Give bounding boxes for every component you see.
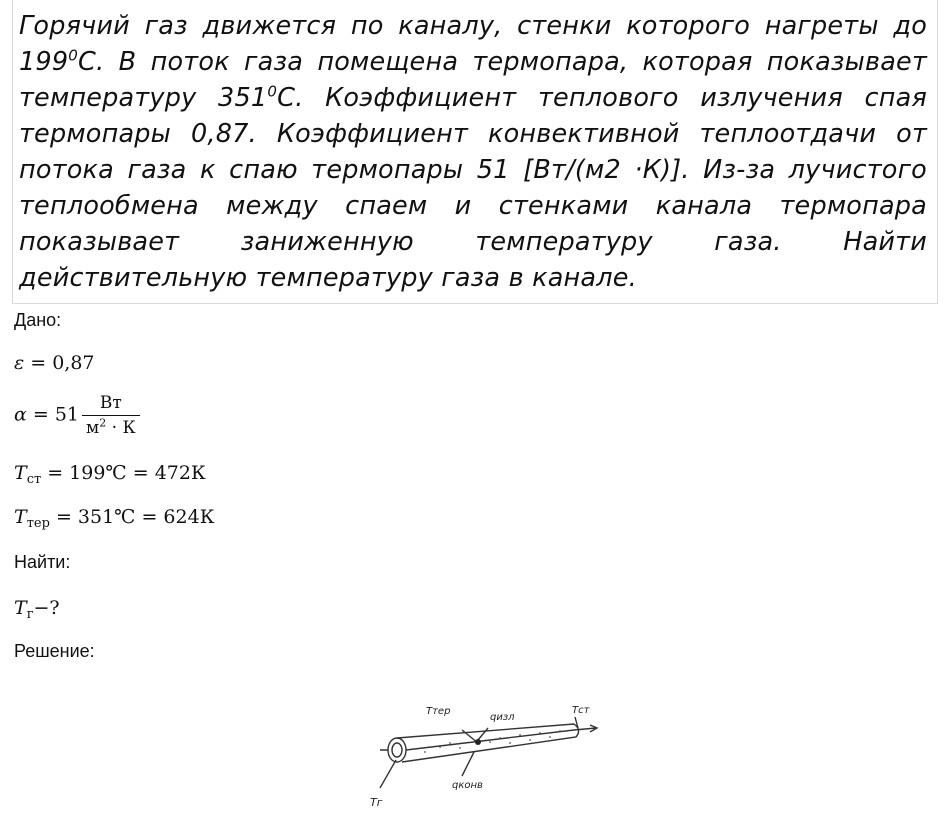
label-t-st: Tст [572,705,590,716]
t-wall-subscript: ст [26,472,42,487]
problem-text-part3: С. Коэффициент теплового излучения спая термопары 0,87. Коэффициент конвективной теплоотдачи от потока газа к спаю термопары 51 [Вт/(м2 ·К)]. Из-за лучистого теплообмена между спаем и стенками канала термопара показывает заниженную температуру газа. Найти действительную температуру газа в канале. [19,83,927,293]
denominator-rest: · К [106,418,136,438]
degree-superscript-2: 0 [267,82,278,101]
gas-temp-pointer [380,760,396,788]
channel-inlet-ellipse [388,738,406,762]
label-q-konv: qконв [452,780,483,791]
problem-text-part2: С. В поток газа помещена термопара, которая показывает температуру 351 [19,47,927,113]
denominator-exponent: 2 [99,416,107,430]
find-heading: Найти: [14,552,71,572]
alpha-value: = 51 [26,403,80,426]
denominator-base: м [86,418,100,438]
channel-inner-ellipse [392,743,402,757]
solution-heading: Решение: [14,641,95,661]
problem-text-part1: Горячий газ движется по каналу, стенки которого нагреты до 199 [19,11,927,77]
degree-superscript-1: 0 [68,46,79,65]
find-gas-temperature [14,597,60,622]
t-gas-subscript: г [26,607,34,622]
label-t-ter: Tтер [426,706,451,717]
problem-statement-text [19,8,927,296]
find-question: −? [33,597,60,619]
convection-arrow [462,752,474,776]
t-symbol: T [14,462,27,484]
alpha-symbol: α [14,403,27,426]
thermocouple-junction [475,739,481,745]
given-heading: Дано: [14,310,62,330]
alpha-units-numerator: Вт [82,393,140,416]
epsilon-symbol: ε [14,352,25,374]
t-therm-value: = 351℃ = 624К [49,506,215,528]
alpha-units-denominator [82,416,140,438]
t-symbol: T [14,506,27,528]
label-t-g: Tг [370,796,383,809]
radiation-arrow [478,728,488,740]
channel-outline [397,724,579,762]
t-therm-subscript: тер [26,516,50,531]
channel-sketch [350,680,650,818]
given-heat-transfer-coefficient [14,393,140,438]
alpha-units-fraction [82,393,140,438]
t-symbol: T [14,597,27,619]
epsilon-value: = 0,87 [24,352,95,374]
t-wall-value: = 199℃ = 472К [41,462,206,484]
given-emissivity [14,352,95,374]
given-wall-temperature [14,462,206,487]
given-thermocouple-temperature [14,506,215,531]
problem-statement-box [12,0,938,304]
label-q-izl: qизл [490,712,515,723]
